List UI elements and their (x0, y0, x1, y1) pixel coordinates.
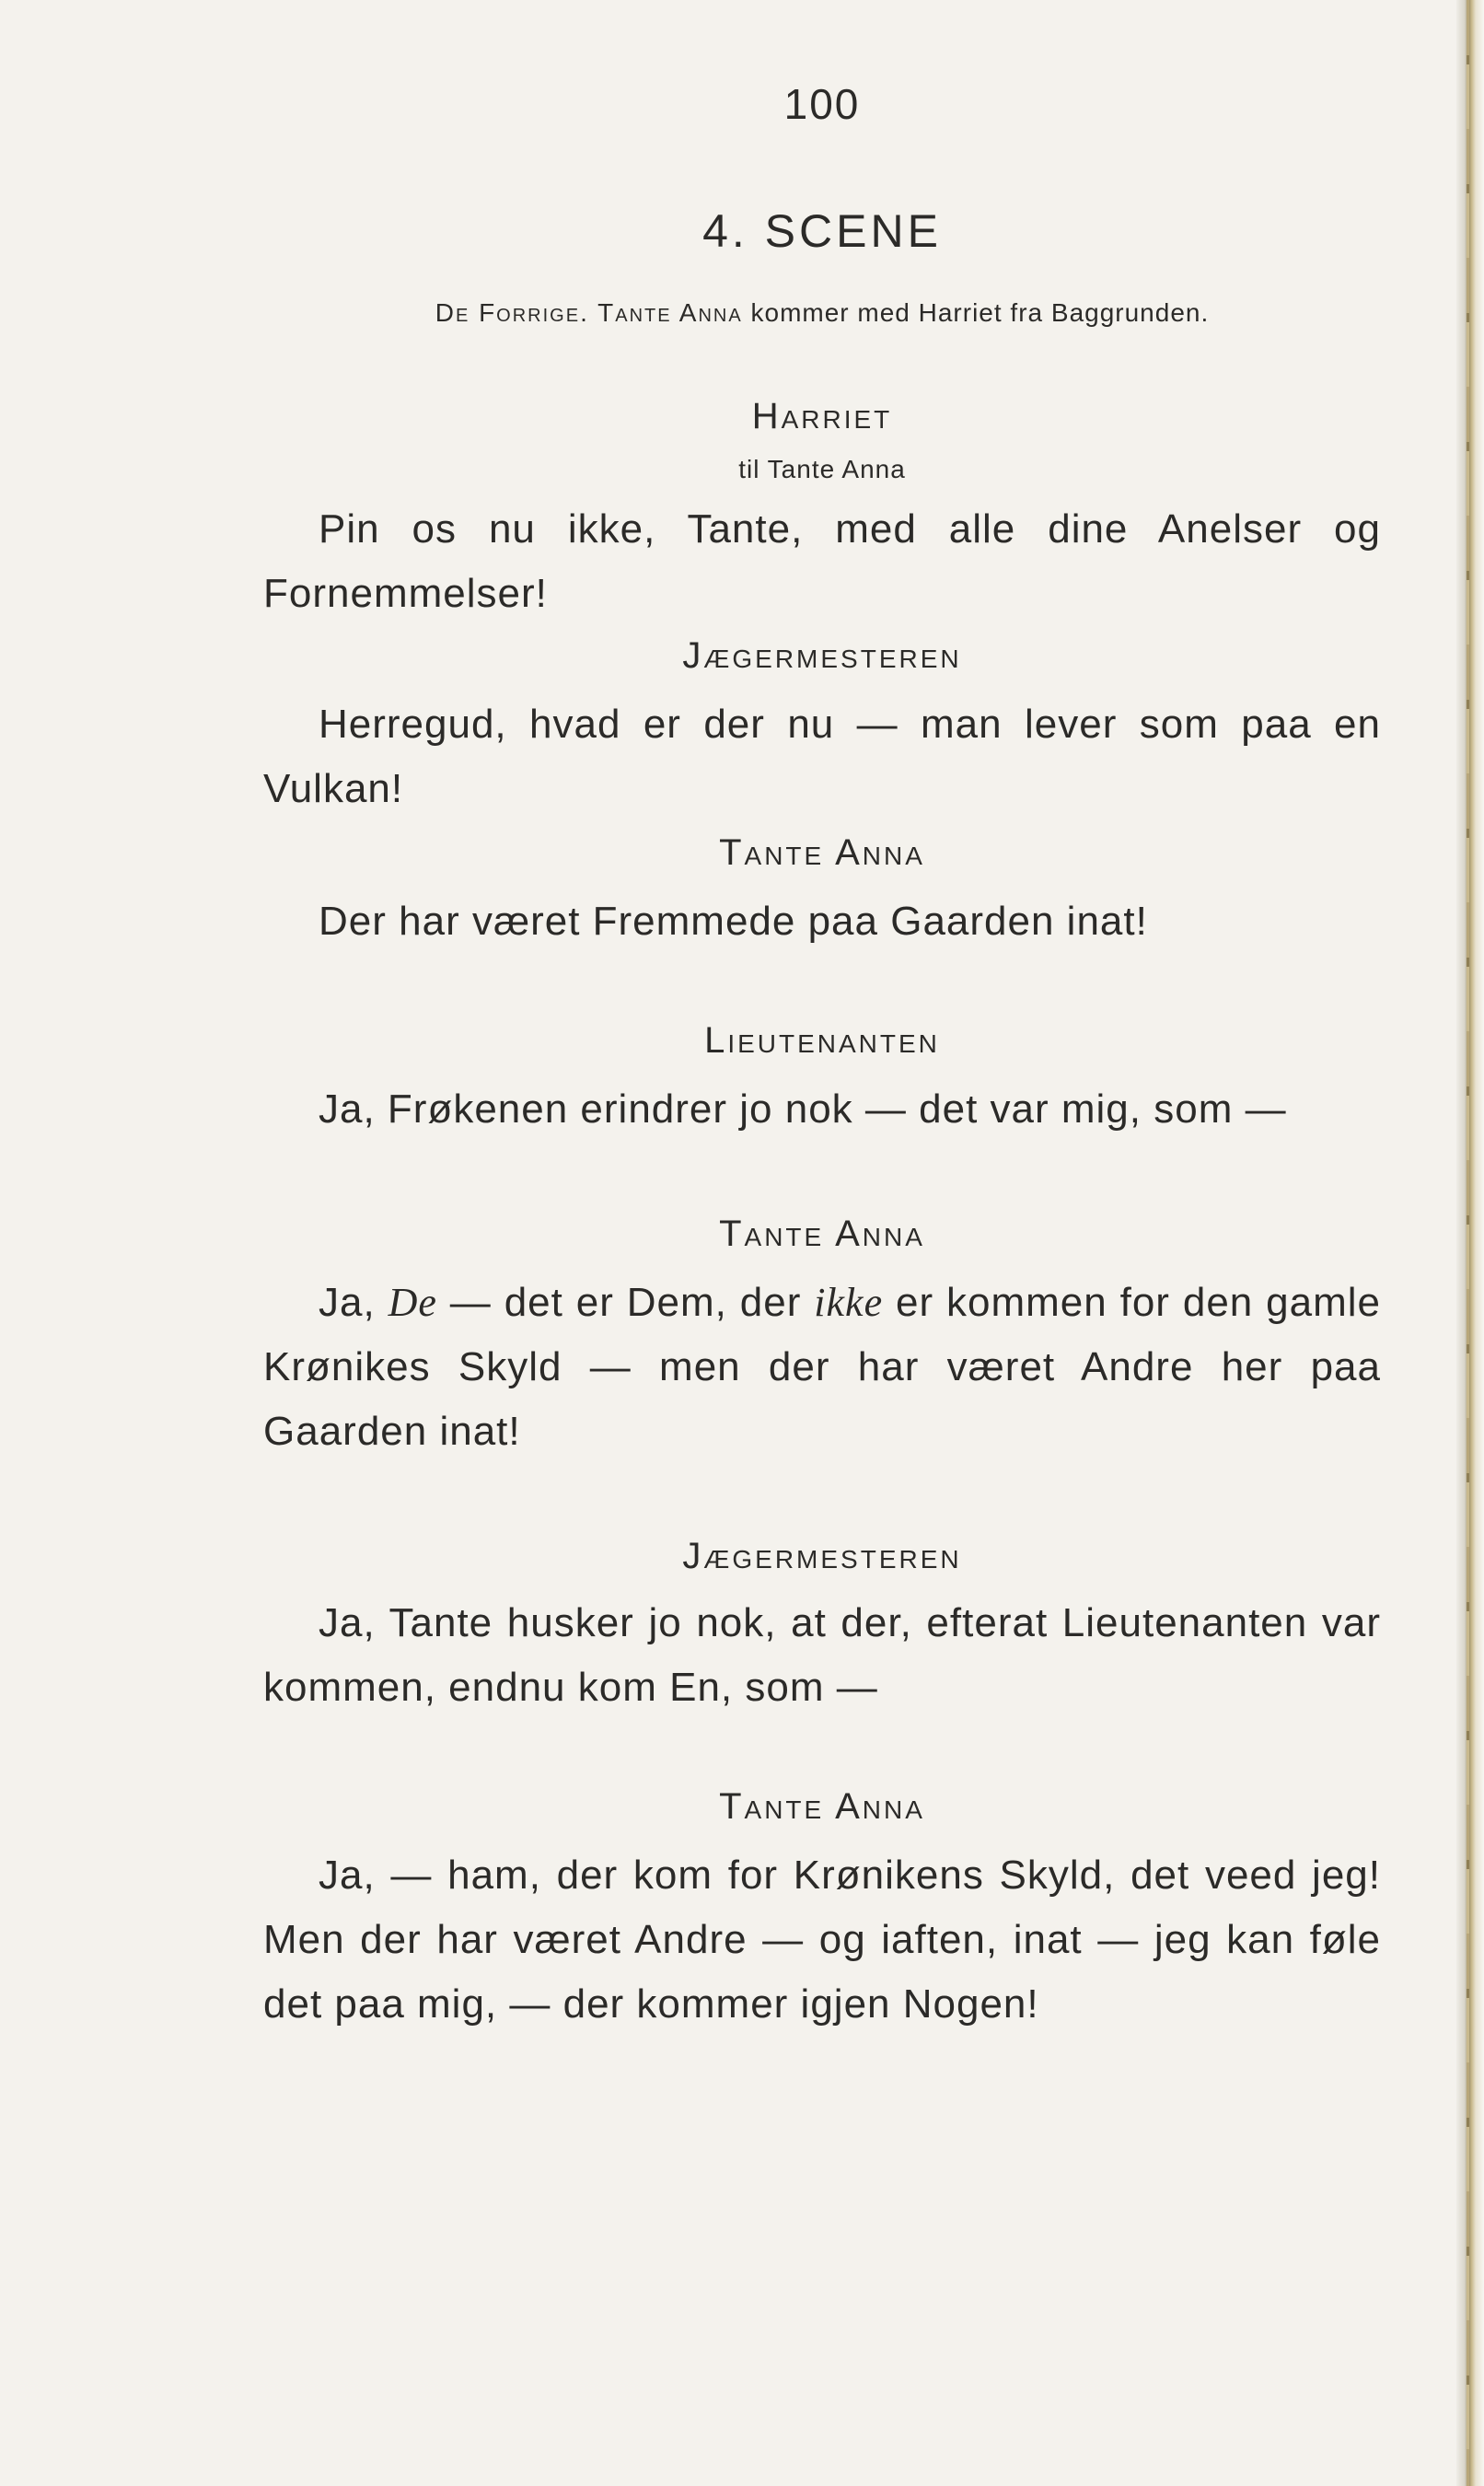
speaker-name: Harriet (751, 396, 893, 436)
speech-emphasis: De (388, 1280, 437, 1325)
scene-title: 4. SCENE (702, 205, 942, 257)
speaker-name: Jægermesteren (682, 635, 962, 676)
speech-segment: Ja, (319, 1280, 388, 1325)
stage-direction (263, 298, 1381, 328)
stage-direction-characters: De Forrige. Tante Anna (435, 298, 743, 327)
speech-line: Pin os nu ikke, Tante, med alle dine Anelser og Fornemmelser! (263, 506, 1381, 616)
speech-segment: er kommen for den gamle Krønikes Skyld — men der har været Andre her paa Gaarden inat! (263, 1280, 1382, 1454)
speech-line: Ja, Frøkenen erindrer jo nok — det var mig, som — (319, 1086, 1287, 1132)
speaker-name: Tante Anna (719, 1786, 925, 1827)
speaker-name: Lieutenanten (704, 1020, 940, 1061)
speech-line: Ja, Tante husker jo nok, at der, efterat Lieutenanten var kommen, endnu kom En, som — (263, 1600, 1381, 1710)
speech-line: Der har været Fremmede paa Gaarden inat! (319, 899, 1148, 944)
speaker-name: Tante Anna (719, 1214, 925, 1254)
page-edge (1456, 0, 1484, 2486)
speech-line: Herregud, hvad er der nu — man lever som paa en Vulkan! (263, 702, 1381, 811)
stage-direction-action: kommer med Harriet fra Baggrunden. (742, 298, 1210, 327)
page-edge-binding (1467, 0, 1469, 2486)
speech-line: Ja, — ham, der kom for Krønikens Skyld, det veed jeg! Men der har været Andre — og iaften, inat — jeg kan føle det paa mig, — der kommer igjen Nogen! (263, 1853, 1381, 2027)
speech-emphasis: ikke (814, 1280, 884, 1325)
speaker-name: Tante Anna (719, 832, 925, 873)
page-number: 100 (783, 80, 861, 128)
speaker-aside: til Tante Anna (738, 455, 906, 483)
speech-line (263, 1271, 1381, 1464)
speaker-name: Jægermesteren (682, 1536, 962, 1576)
speech-segment: — det er Dem, der (436, 1280, 815, 1325)
